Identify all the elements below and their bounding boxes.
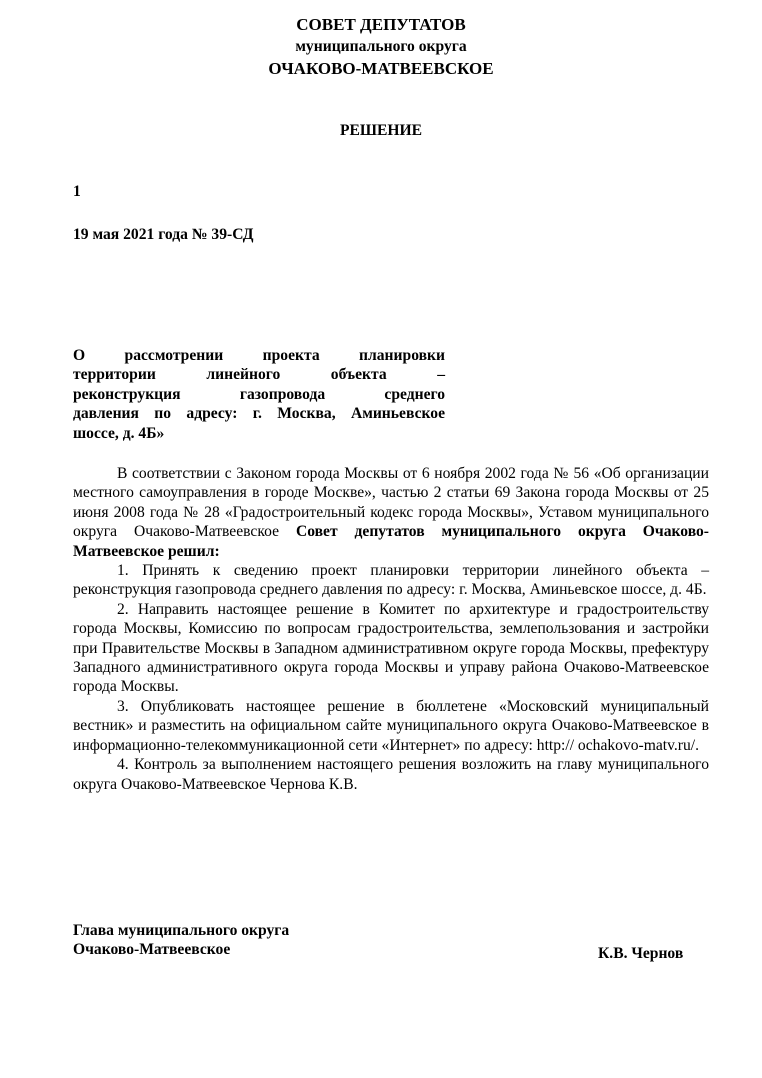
signature-name: К.В. Чернов: [598, 945, 684, 962]
decision-item-1: 1. Принять к сведению проект планировки территории линейного объекта – реконструкция газопровода среднего давления по адресу: г. Москва, Аминьевское шоссе, д. 4Б.: [73, 562, 709, 599]
signature-title-line2: Очаково-Матвеевское: [73, 941, 231, 959]
council-subtitle: муниципального округа: [295, 38, 467, 55]
decision-item-2: 2. Направить настоящее решение в Комитет по архитектуре и градостроительству города Москвы, Комиссию по вопросам градостроительства, землепользования и застройки при Правительстве Москвы в Западном административном округе города Москвы, префектуру Западного административного округа города Москвы и управу района Очаково-Матвеевское города Москвы.: [73, 600, 709, 696]
signature-title-line1: Глава муниципального округа: [73, 922, 290, 939]
decision-item-4: 4. Контроль за выполнением настоящего решения возложить на главу муниципального округа Очаково-Матвеевское Чернова К.В.: [73, 756, 709, 793]
preamble-text: В соответствии с Законом города Москвы от 6 ноября 2002 года № 56 «Об организации местного самоуправления в городе Москве», частью 2 статьи 69 Закона города Москвы от 25 июня 2008 года № 28 «Градостроительный кодекс города Москвы», Уставом муниципального округа Очаково-Матвеевское: [73, 465, 709, 541]
district-name: ОЧАКОВО-МАТВЕЕВСКОЕ: [268, 59, 494, 78]
subject-line: давления по адресу: г. Москва, Аминьевское: [73, 405, 445, 423]
signature-title: [73, 921, 289, 960]
preamble-resolution: Совет депутатов муниципального округа Очаково-Матвеевское решил:: [73, 523, 709, 560]
document-type: РЕШЕНИЕ: [339, 122, 423, 139]
preamble-paragraph: [73, 464, 709, 561]
council-title: СОВЕТ ДЕПУТАТОВ: [296, 15, 466, 34]
subject-line: шоссе, д. 4Б»: [73, 424, 165, 442]
subject-line: реконструкция газопровода среднего: [73, 385, 445, 403]
decision-body: [73, 464, 709, 794]
decision-subject: [73, 346, 445, 443]
date-and-number: 19 мая 2021 года № 39-СД: [73, 226, 254, 243]
subject-line: О рассмотрении проекта планировки: [73, 347, 445, 364]
subject-line: территории линейного объекта –: [73, 366, 445, 384]
decision-item-3: 3. Опубликовать настоящее решение в бюллетене «Московский муниципальный вестник» и разместить на официальном сайте муниципального округа Очаково-Матвеевское в информационно-телекоммуникационной сети «Интернет» по адресу: http:// ochakovo-matv.ru/.: [73, 697, 709, 754]
number-mark: 1: [73, 183, 81, 200]
